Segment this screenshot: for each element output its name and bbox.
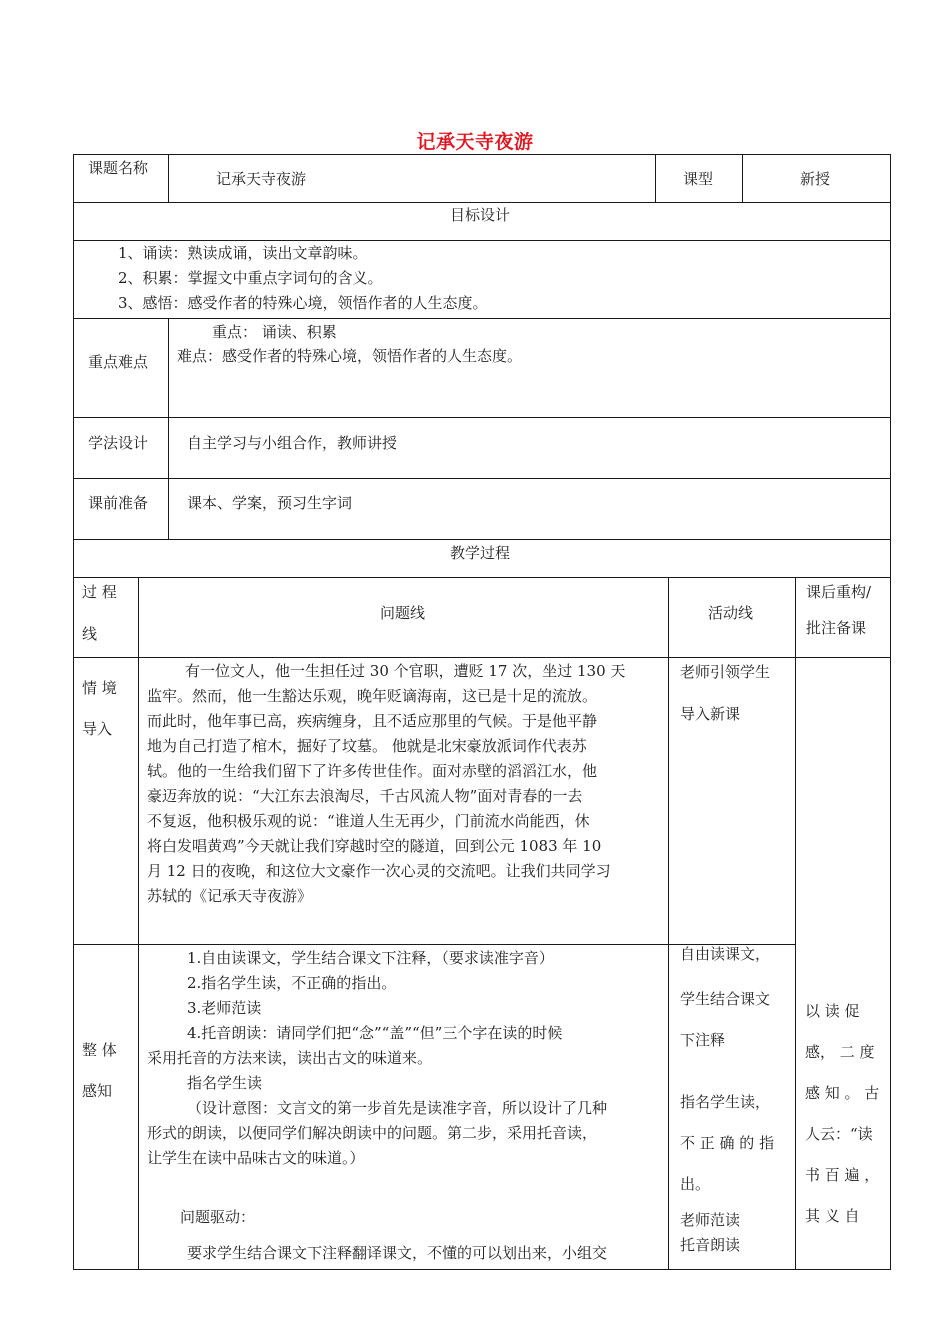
- stage1-line: 地为自己打造了棺木，掘好了坟墓。 他就是北宋豪放派词作代表苏: [147, 737, 587, 755]
- stage2-activity: 指名学生读，: [680, 1093, 771, 1111]
- note-line: 书 百 遍 ，: [805, 1166, 880, 1184]
- stage1-activity-2: 导入新课: [680, 705, 741, 723]
- note-line: 感， 二 度: [805, 1043, 875, 1061]
- lesson-name-value: 记承天寺夜游: [216, 170, 307, 188]
- note-line: 感 知 。 古: [805, 1084, 880, 1102]
- goal-item: 2、积累：掌握文中重点字词句的含义。: [118, 269, 383, 287]
- stage1-line: 不复返，他积极乐观的说：“谁道人生无再少，门前流水尚能西，休: [147, 812, 590, 830]
- key-point-line: 重点： 诵读、积累: [212, 323, 337, 341]
- stage2-text: [147, 946, 662, 1171]
- col-activity-line: 活动线: [708, 604, 754, 622]
- difficult-point-line: 难点：感受作者的特殊心境，领悟作者的人生态度。: [177, 347, 523, 365]
- stage1-line: 将白发唱黄鸡”今天就让我们穿越时空的隧道，回到公元 1083 年 10: [147, 837, 602, 855]
- stage1-line: 有一位文人，他一生担任过 30 个官职，遭贬 17 次，坐过 130 天: [185, 662, 626, 680]
- stage2-notes: [805, 991, 879, 1237]
- question-drive-text: 要求学生结合课文下注释翻译课文，不懂的可以划出来，小组交: [187, 1244, 608, 1262]
- lesson-name-label: 课题名称: [88, 159, 149, 177]
- col-process-line-2: 线: [82, 625, 98, 643]
- stage1-activity-1: 老师引领学生: [680, 663, 771, 681]
- key-points-label: 重点难点: [88, 353, 149, 371]
- stage1-line: 月 12 日的夜晚，和这位大文豪作一次心灵的交流吧。让我们共同学习: [147, 862, 611, 880]
- stage2-line: 2.指名学生读，不正确的指出。: [187, 974, 397, 992]
- stage2-activity: 自由读课文，: [680, 945, 771, 963]
- stage2-line: 3.老师范读: [187, 999, 262, 1017]
- stage1-line: 轼。他的一生给我们留下了许多传世佳作。面对赤壁的滔滔江水，他: [147, 762, 598, 780]
- question-drive-label: 问题驱动：: [180, 1208, 256, 1226]
- stage1-line: 苏轼的《记承天寺夜游》: [147, 887, 313, 905]
- method-value: 自主学习与小组合作，教师讲授: [187, 434, 398, 452]
- stage2-activity: 不 正 确 的 指: [680, 1134, 775, 1152]
- stage2-line: 采用托音的方法来读，读出古文的味道来。: [147, 1049, 433, 1067]
- stage2-activity: 下注释: [680, 1031, 726, 1049]
- stage2-activity: 出。: [680, 1175, 711, 1193]
- stage2-line: 形式的朗读，以便同学们解决朗读中的问题。第二步，采用托音读，: [147, 1124, 598, 1142]
- stage2-line: 让学生在读中品味古文的味道。）: [147, 1149, 365, 1167]
- goal-item: 1、诵读：熟读成诵，读出文章韵味。: [118, 244, 368, 262]
- stage2-line: （设计意图：文言文的第一步首先是读准字音，所以设计了几种: [187, 1099, 608, 1117]
- stage1-line: 监牢。然而，他一生豁达乐观，晚年贬谪海南，这已是十足的流放。: [147, 687, 598, 705]
- stage2-line: 4.托音朗读：请同学们把“念”“盖”“但”三个字在读的时候: [187, 1024, 563, 1042]
- stage1-label-2: 导入: [82, 720, 113, 738]
- note-line: 以 读 促: [805, 1002, 860, 1020]
- prep-value: 课本、学案，预习生字词: [187, 494, 353, 512]
- col-process-line-1: 过 程: [82, 583, 117, 601]
- lesson-type-value: 新授: [800, 170, 831, 188]
- stage1-line: 豪迈奔放的说：“大江东去浪淘尽，千古风流人物”面对青春的一去: [147, 787, 583, 805]
- note-line: 其 义 自: [805, 1207, 860, 1225]
- stage2-line: 指名学生读: [187, 1074, 263, 1092]
- process-heading: 教学过程: [450, 544, 511, 562]
- stage2-activity: 托音朗读: [680, 1236, 741, 1254]
- stage1-label-1: 情 境: [82, 679, 117, 697]
- col-question-line: 问题线: [380, 604, 426, 622]
- stage1-line: 而此时，他年事已高，疾病缠身，且不适应那里的气候。于是他平静: [147, 712, 598, 730]
- goals-heading: 目标设计: [450, 206, 511, 224]
- stage1-text: [147, 659, 662, 909]
- stage2-activity: 学生结合课文: [680, 990, 771, 1008]
- page-title: 记承天寺夜游: [416, 131, 534, 153]
- lesson-type-label: 课型: [683, 170, 714, 188]
- col-notes-1: 课后重构/: [806, 583, 872, 601]
- prep-label: 课前准备: [88, 494, 149, 512]
- stage2-activity: 老师范读: [680, 1211, 741, 1229]
- col-notes-2: 批注备课: [806, 619, 867, 637]
- stage2-label-1: 整 体: [82, 1041, 117, 1059]
- note-line: 人云：“读: [805, 1125, 873, 1143]
- stage2-line: 1.自由读课文，学生结合课文下注释，（要求读准字音）: [187, 949, 554, 967]
- stage2-label-2: 感知: [82, 1082, 113, 1100]
- goal-item: 3、感悟：感受作者的特殊心境，领悟作者的人生态度。: [118, 294, 488, 312]
- method-label: 学法设计: [88, 434, 149, 452]
